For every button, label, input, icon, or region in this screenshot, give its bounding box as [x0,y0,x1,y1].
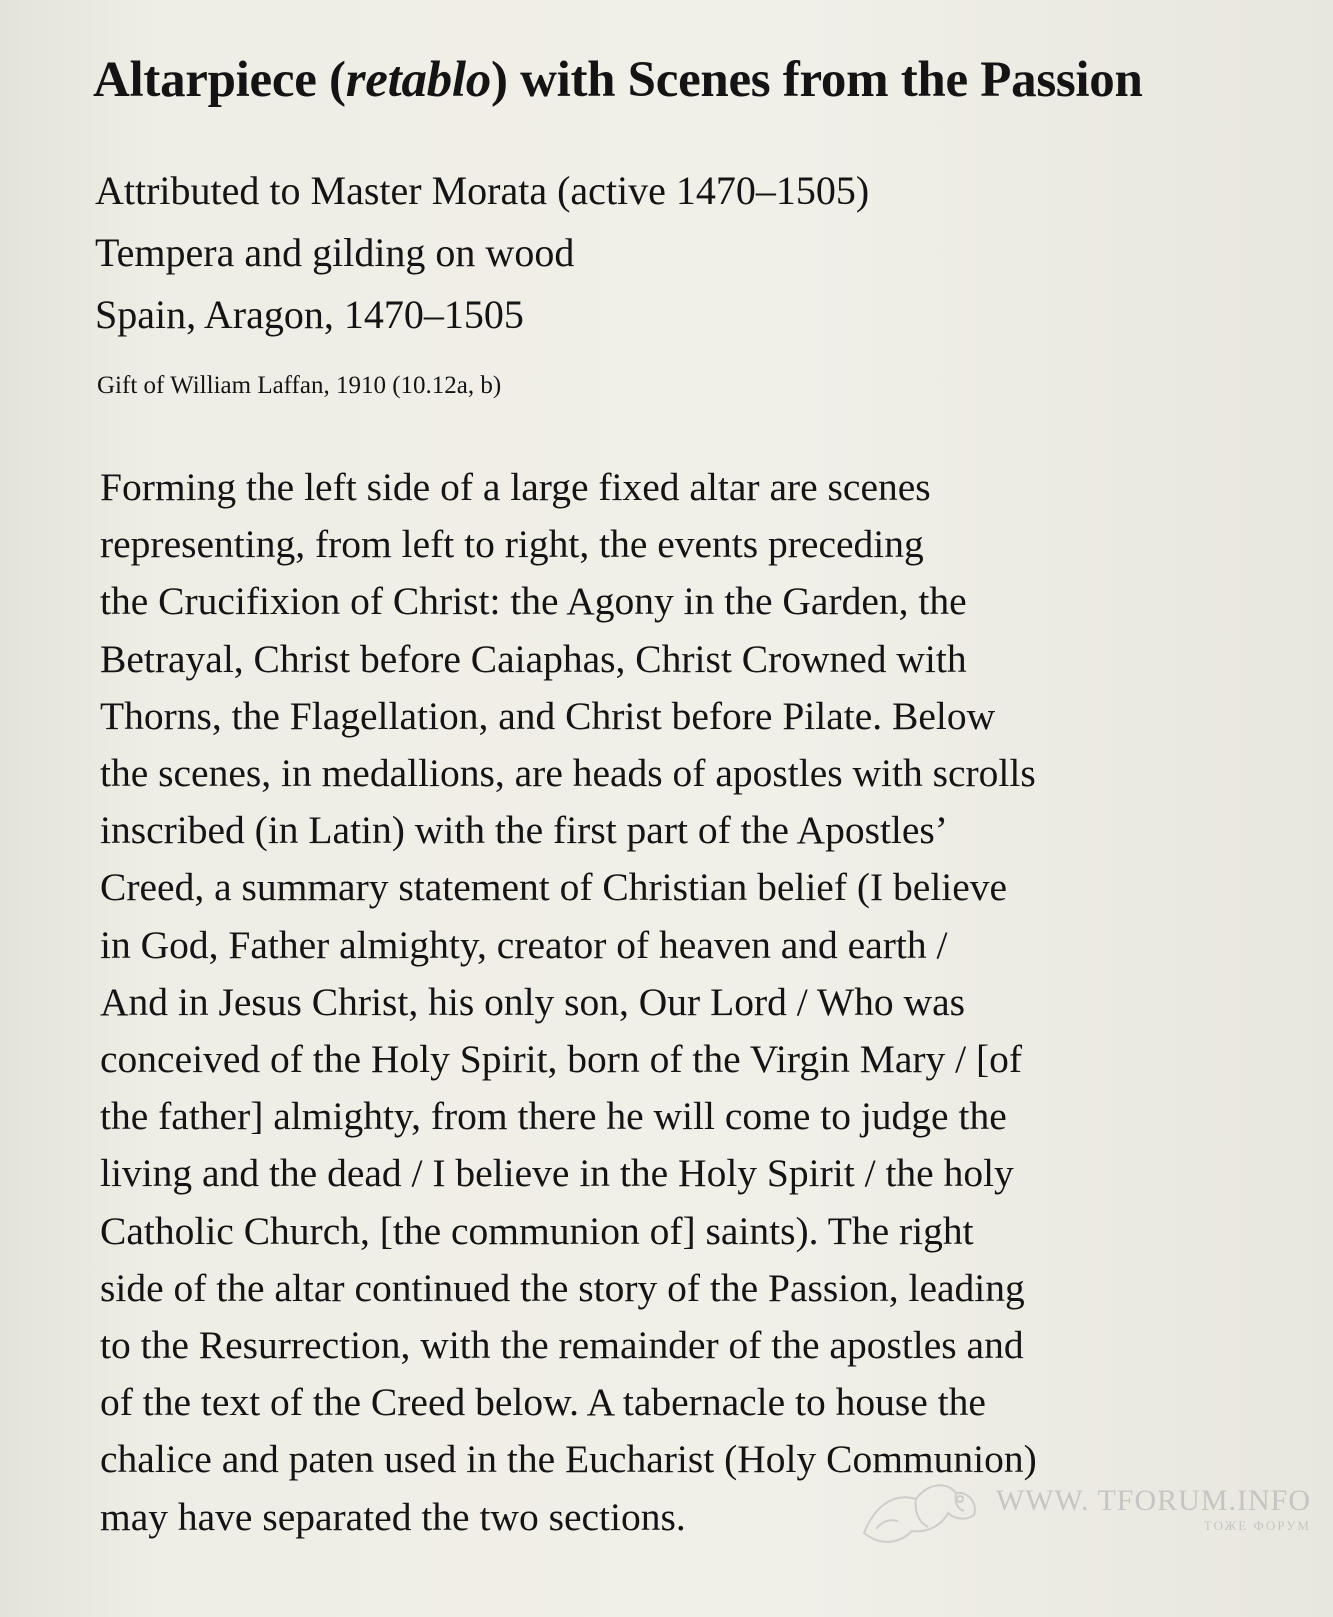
origin-date-line: Spain, Aragon, 1470–1505 [95,292,524,337]
title-italic: retablo [345,52,491,108]
text-line: to the Resurrection, with the remainder of the apostles and [100,1323,1024,1368]
artwork-meta [95,160,869,346]
text-line: the father] almighty, from there he will come to judge the [100,1094,1007,1139]
text-line: inscribed (in Latin) with the first part of the Apostles’ [100,808,948,853]
text-line: conceived of the Holy Spirit, born of the Virgin Mary / [of [100,1037,1023,1082]
description-paragraph [100,459,1290,1546]
artwork-title [93,48,1143,112]
text-line: Thorns, the Flagellation, and Christ before Pilate. Below [100,693,996,738]
text-line: may have separated the two sections. [100,1494,686,1539]
lion-logo-icon [856,1463,986,1555]
text-line: in God, Father almighty, creator of heaven and earth / [100,922,948,967]
text-line: Creed, a summary statement of Christian belief (I believe [100,865,1008,910]
site-watermark [856,1463,1311,1555]
text-line: of the text of the Creed below. A tabernacle to house the [100,1380,986,1425]
text-line: Catholic Church, [the communion of] saints). The right [100,1208,974,1253]
watermark-url: WWW. TFORUM.INFO [995,1484,1311,1517]
text-line: chalice and paten used in the Eucharist (Holy Communion) [100,1437,1037,1482]
text-line: the scenes, in medallions, are heads of apostles with scrolls [100,751,1036,796]
text-line: living and the dead / I believe in the Holy Spirit / the holy [100,1151,1014,1196]
title-pre: Altarpiece ( [93,52,346,108]
text-line: side of the altar continued the story of the Passion, leading [100,1265,1025,1310]
credit-line: Gift of William Laffan, 1910 (10.12a, b) [97,372,502,399]
attribution-line: Attributed to Master Morata (active 1470–1505) [95,168,870,213]
watermark-subtitle: ТОЖЕ ФОРУМ [1203,1518,1311,1533]
text-line: the Crucifixion of Christ: the Agony in the Garden, the [100,579,967,624]
title-post: ) with Scenes from the Passion [490,52,1143,108]
medium-line: Tempera and gilding on wood [95,230,575,275]
text-line: representing, from left to right, the events preceding [100,522,924,567]
watermark-text [996,1484,1311,1534]
text-line: And in Jesus Christ, his only son, Our Lord / Who was [100,979,965,1024]
text-line: Forming the left side of a large fixed altar are scenes [100,465,931,509]
text-line: Betrayal, Christ before Caiaphas, Christ Crowned with [100,636,967,681]
